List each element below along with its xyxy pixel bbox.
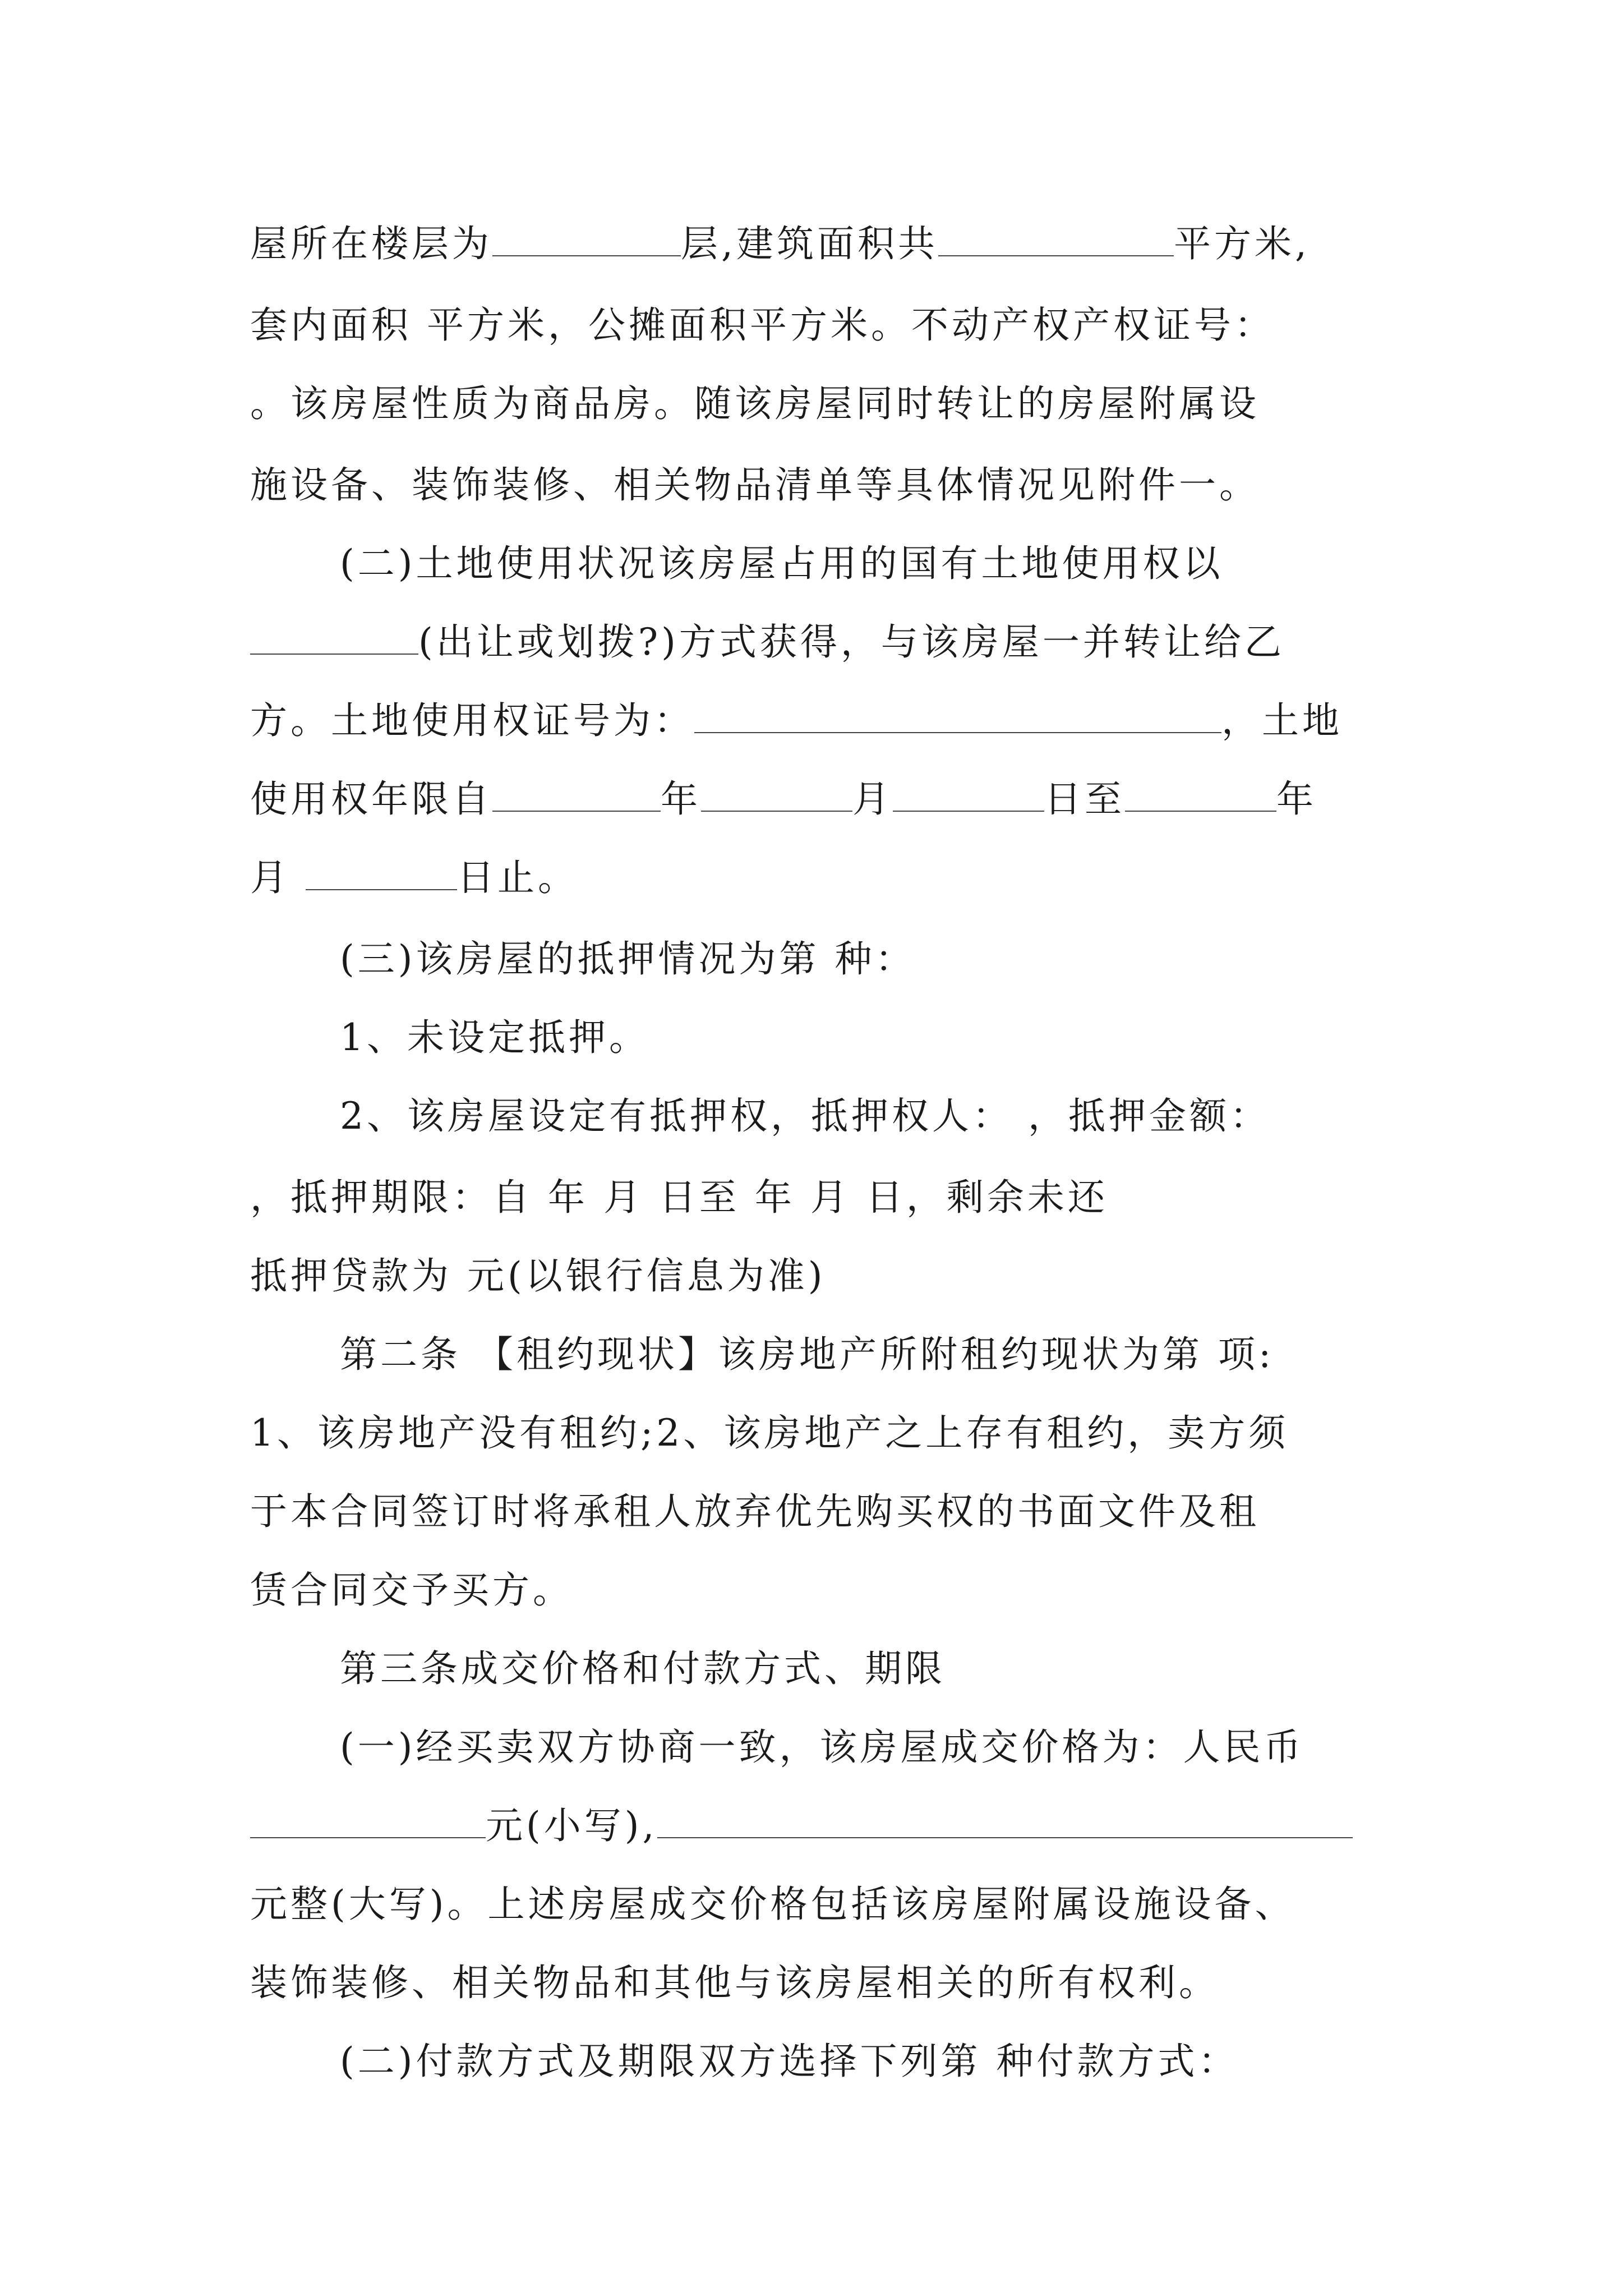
text-segment: 抵押贷款为 元(以银行信息为准): [250, 1254, 826, 1297]
fill-in-blank: [657, 1798, 1353, 1838]
text-line: [250, 1158, 1383, 1237]
fill-in-blank: [306, 850, 457, 890]
text-segment: 元(小写),: [486, 1804, 658, 1847]
text-line: [340, 2022, 1473, 2101]
fill-in-blank: [250, 614, 418, 655]
text-segment: 1、未设定抵押。: [340, 1016, 649, 1059]
fill-in-blank: [938, 216, 1174, 256]
fill-in-blank: [893, 771, 1044, 812]
text-segment: 赁合同交予买方。: [250, 1568, 573, 1612]
text-segment: (一)经买卖双方协商一致，该房屋成交价格为：人民币: [340, 1726, 1304, 1769]
text-line: [250, 682, 1383, 760]
text-line: [250, 1787, 1383, 1865]
text-line: [250, 839, 1383, 917]
text-segment: 日至: [1044, 777, 1125, 821]
text-line: [340, 1077, 1473, 1156]
text-segment: 年: [1276, 777, 1317, 821]
text-segment: 于本合同签订时将承租人放弃优先购买权的书面文件及租: [250, 1490, 1260, 1533]
text-line: [250, 760, 1383, 839]
text-segment: 年: [661, 777, 701, 821]
text-line: [340, 1315, 1473, 1394]
text-segment: 元整(大写)。上述房屋成交价格包括该房屋附属设施设备、: [250, 1883, 1295, 1926]
text-segment: (二)土地使用状况该房屋占用的国有土地使用权以: [340, 542, 1224, 585]
text-segment: ，土地: [1221, 699, 1343, 742]
text-line: [250, 1551, 1383, 1630]
text-line: [250, 1473, 1383, 1551]
text-line: [340, 1708, 1473, 1787]
text-segment: (二)付款方式及期限双方选择下列第 种付款方式：: [340, 2040, 1239, 2083]
fill-in-blank: [250, 1798, 486, 1838]
text-segment: 层,建筑面积共: [681, 222, 938, 265]
text-segment: 施设备、装饰装修、相关物品清单等具体情况见附件一。: [250, 463, 1260, 507]
text-segment: 使用权年限自: [250, 777, 492, 821]
text-line: [250, 1237, 1383, 1315]
text-line: [340, 999, 1473, 1077]
text-line: [250, 205, 1383, 283]
text-segment: 平方米,: [1173, 222, 1310, 265]
text-segment: 日止。: [457, 856, 578, 899]
text-line: [340, 1630, 1473, 1708]
text-line: [340, 524, 1473, 603]
text-segment: 。该房屋性质为商品房。随该房屋同时转让的房屋附属设: [250, 382, 1260, 425]
text-line: [250, 446, 1383, 524]
fill-in-blank: [492, 216, 681, 256]
text-segment: 1、该房地产没有租约;2、该房地产之上存有租约，卖方须: [250, 1411, 1289, 1455]
text-segment: 月: [250, 856, 306, 899]
text-line: [250, 1944, 1383, 2022]
text-segment: 2、该房屋设定有抵押权，抵押权人： ，抵押金额：: [340, 1094, 1270, 1138]
fill-in-blank: [1125, 771, 1276, 812]
text-line: [250, 1865, 1383, 1944]
text-segment: 屋所在楼层为: [250, 222, 492, 265]
fill-in-blank: [701, 771, 852, 812]
text-line: [340, 920, 1473, 999]
text-segment: 装饰装修、相关物品和其他与该房屋相关的所有权利。: [250, 1961, 1219, 2004]
text-segment: (三)该房屋的抵押情况为第 种：: [340, 937, 916, 981]
text-segment: (出让或划拨?)方式获得，与该房屋一并转让给乙: [418, 620, 1285, 664]
text-segment: 方。土地使用权证号为：: [250, 699, 694, 742]
fill-in-blank: [694, 693, 1221, 733]
fill-in-blank: [492, 771, 661, 812]
text-segment: ，抵押期限：自 年 月 日至 年 月 日，剩余未还: [250, 1176, 1108, 1219]
text-line: [250, 603, 1383, 682]
text-line: [250, 1394, 1383, 1473]
text-segment: 套内面积 平方米，公摊面积平方米。不动产权产权证号：: [250, 303, 1275, 347]
text-segment: 第三条成交价格和付款方式、期限: [340, 1647, 946, 1690]
text-line: [250, 286, 1383, 365]
text-line: [250, 365, 1383, 443]
text-segment: 月: [852, 777, 893, 821]
text-segment: 第二条 【租约现状】该房地产所附租约现状为第 项:: [340, 1333, 1275, 1376]
